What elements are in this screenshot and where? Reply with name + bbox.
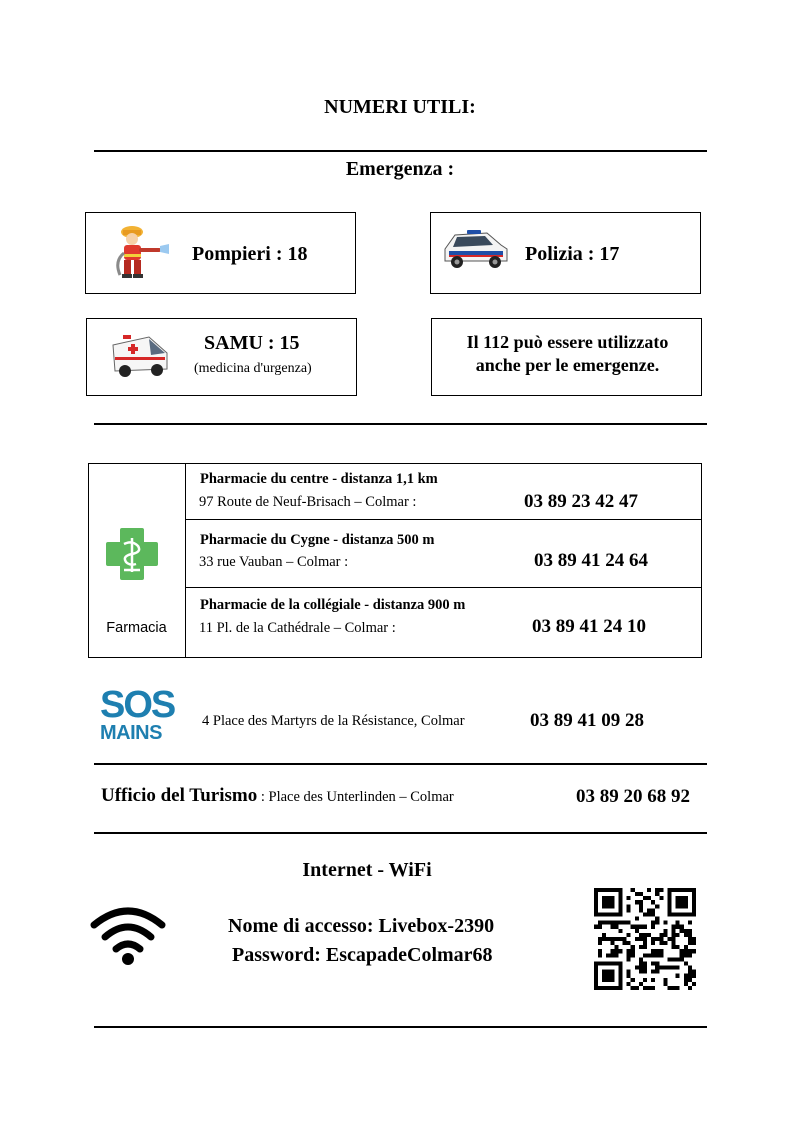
divider [94, 832, 707, 834]
samu-number: SAMU : 15 [204, 332, 300, 354]
wifi-icon [90, 905, 166, 972]
divider [94, 763, 707, 765]
page-title: NUMERI UTILI: [324, 96, 476, 118]
pharmacy-address: 97 Route de Neuf-Brisach – Colmar : [199, 494, 417, 510]
table-row-separator [186, 587, 702, 588]
firefighters-number: Pompieri : 18 [192, 243, 308, 265]
wifi-password: Password: EscapadeColmar68 [232, 944, 493, 966]
wifi-login: Nome di accesso: Livebox-2390 [228, 915, 495, 937]
pharmacy-address: 33 rue Vauban – Colmar : [199, 554, 349, 570]
firefighter-icon [114, 221, 170, 286]
pharmacy-name: Pharmacie du Cygne - distanza 500 m [200, 532, 435, 548]
police-box [430, 212, 701, 294]
emergency-heading: Emergenza : [345, 158, 455, 180]
note-112-box [431, 318, 702, 396]
sos-mains-address: 4 Place des Martyrs de la Résistance, Colmar [202, 713, 465, 729]
divider [94, 423, 707, 425]
pharmacy-cross-icon [104, 526, 160, 587]
pharmacy-phone[interactable]: 03 89 41 24 10 [532, 616, 646, 637]
firefighters-box [85, 212, 356, 294]
pharmacy-address: 11 Pl. de la Cathédrale – Colmar : [199, 620, 396, 636]
tourism-address: : Place des Unterlinden – Colmar [257, 789, 454, 805]
police-car-icon [441, 227, 511, 276]
tourism-row [101, 785, 454, 807]
divider [94, 150, 707, 152]
wifi-heading: Internet - WiFi [302, 859, 432, 881]
table-divider [185, 463, 186, 658]
note-112-line2: anche per le emergenze. [475, 355, 660, 375]
qr-code-icon[interactable] [594, 888, 696, 995]
divider [94, 1026, 707, 1028]
table-row-separator [186, 519, 702, 520]
tourism-label: Ufficio del Turismo [101, 785, 258, 806]
ambulance-icon [109, 331, 171, 386]
samu-note: (medicina d'urgenza) [194, 361, 312, 376]
sos-mains-phone[interactable]: 03 89 41 09 28 [530, 710, 644, 731]
tourism-phone[interactable]: 03 89 20 68 92 [576, 786, 690, 807]
pharmacy-name: Pharmacie de la collégiale - distanza 900 m [200, 597, 466, 613]
pharmacy-phone[interactable]: 03 89 23 42 47 [524, 491, 638, 512]
pharmacy-label: Farmacia [106, 620, 167, 636]
pharmacy-phone[interactable]: 03 89 41 24 64 [534, 550, 648, 571]
sos-logo-text: SOS [100, 684, 175, 726]
police-number: Polizia : 17 [525, 243, 620, 265]
mains-logo-text: MAINS [100, 722, 162, 744]
sos-mains-logo [100, 684, 182, 744]
samu-box [86, 318, 357, 396]
pharmacy-name: Pharmacie du centre - distanza 1,1 km [200, 471, 438, 487]
note-112-line1: Il 112 può essere utilizzato [466, 332, 669, 352]
